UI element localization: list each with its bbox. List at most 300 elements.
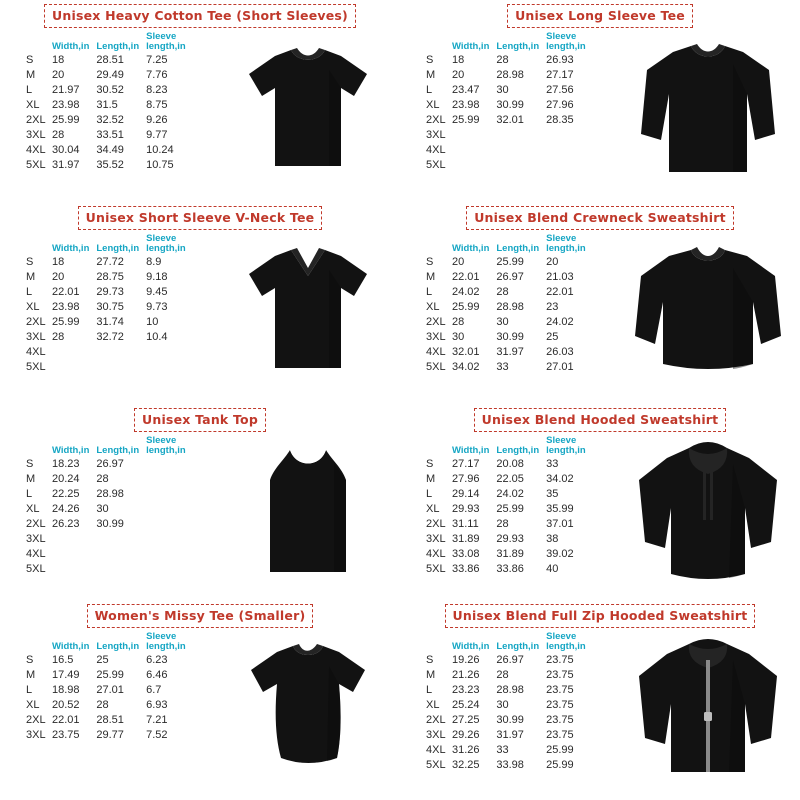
garment-illustration [221,434,394,584]
cell-length [496,158,546,173]
cell-size: XL [26,98,40,111]
garment-image [629,232,787,382]
cell-sleeve: 23.75 [546,668,574,681]
cell-sleeve: 37.01 [546,518,574,530]
cell-size: XL [26,502,40,515]
cell-length: 31.5 [96,98,118,111]
size-column-header [426,32,452,53]
cell-width: 16.5 [52,653,74,666]
table-row [26,330,221,345]
cell-width: 23.75 [52,729,80,742]
cell-width: 21.97 [52,83,80,96]
cell-sleeve [146,487,221,502]
table-header-row [426,436,621,457]
table-row [426,502,621,517]
garment-illustration [621,232,794,382]
cell-width: 24.02 [452,285,480,298]
panel-title-wrap [6,604,394,630]
cell-sleeve: 9.26 [146,114,168,126]
cell-width: 23.98 [452,98,480,111]
table-row [26,285,221,300]
cell-length [496,143,546,158]
cell-length: 33.98 [496,759,524,772]
panel-body [6,630,394,772]
size-column-header [26,234,52,255]
cell-sleeve: 24.02 [546,316,574,328]
table-row [426,285,621,300]
garment-image [233,30,383,180]
cell-length: 29.49 [96,68,124,81]
size-table-area [406,232,621,375]
table-row [426,728,621,743]
cell-size: 4XL [426,744,446,757]
cell-width: 18.98 [52,683,80,696]
cell-size: 3XL [426,729,446,742]
panel-title-wrap [406,4,794,30]
cell-sleeve: 35 [546,487,559,500]
garment-image [233,630,383,772]
cell-width [452,158,496,173]
cell-sleeve: 8.75 [146,98,168,111]
cell-sleeve: 7.52 [146,729,168,742]
cell-width: 22.01 [52,285,80,298]
table-row [26,68,221,83]
panel-body [6,30,394,180]
column-header: Width,in [452,444,490,456]
cell-sleeve: 35.99 [546,502,574,515]
cell-sleeve: 7.25 [146,53,168,66]
cell-size: L [426,285,433,298]
column-header: Length,in [496,444,540,456]
cell-size: 4XL [426,144,446,157]
cell-length [96,547,146,562]
size-table-area [6,434,221,577]
size-table [426,436,621,577]
column-header: Length,in [496,242,540,254]
garment-illustration [621,630,794,782]
table-header-row [426,234,621,255]
cell-length: 33.51 [96,129,124,142]
table-row [26,53,221,68]
cell-width: 25.99 [452,114,480,126]
table-row [426,532,621,547]
cell-width: 33.86 [452,563,480,576]
cell-width: 27.96 [452,472,480,485]
cell-sleeve: 9.73 [146,300,168,313]
cell-width: 31.89 [452,533,480,546]
cell-size: 4XL [26,144,46,157]
cell-size: XL [426,98,440,111]
cell-length: 29.77 [96,729,124,742]
table-row [426,158,621,173]
cell-size: S [426,653,434,666]
garment-image [233,232,383,382]
table-row [426,330,621,345]
table-row [426,128,621,143]
table-row [26,315,221,330]
cell-length: 28.75 [96,270,124,283]
cell-length: 24.02 [496,487,524,500]
size-table-area [406,630,621,773]
cell-length: 28.51 [96,714,124,726]
table-row [26,270,221,285]
cell-length: 31.97 [496,346,524,359]
cell-sleeve: 21.03 [546,270,574,283]
size-panel-unisex-short-sleeve-v-neck-tee [0,202,400,404]
cell-size: L [426,487,433,500]
cell-length: 31.97 [496,729,524,742]
cell-size: 2XL [426,714,446,726]
cell-sleeve: 23.75 [546,729,574,742]
garment-image [633,30,783,180]
cell-sleeve: 10 [146,316,159,328]
cell-length: 32.72 [96,331,124,344]
cell-length: 30.99 [496,98,524,111]
cell-length: 31.74 [96,316,124,328]
table-row [426,113,621,128]
cell-sleeve: 23.75 [546,698,574,711]
table-row [426,653,621,668]
column-header: Length,in [96,640,140,652]
cell-size: S [26,255,34,268]
cell-width: 18 [452,53,465,66]
cell-width: 29.93 [452,502,480,515]
cell-length [496,128,546,143]
cell-sleeve [146,360,221,375]
cell-size: L [26,487,33,500]
cell-sleeve: 10.4 [146,331,168,344]
cell-length: 30 [496,316,509,328]
garment-illustration [221,30,394,180]
cell-size: M [26,270,36,283]
cell-size: S [26,457,34,470]
table-row [26,360,221,375]
cell-sleeve: 6.7 [146,683,162,696]
cell-sleeve: 23 [546,300,559,313]
cell-length: 22.05 [496,472,524,485]
column-header: Length,in [496,640,540,652]
cell-sleeve: 6.93 [146,698,168,711]
cell-length: 20.08 [496,457,524,470]
table-row [26,698,221,713]
cell-size: 3XL [26,129,46,142]
cell-size: 5XL [426,159,446,172]
cell-size: 4XL [26,346,46,359]
cell-width [52,345,96,360]
table-row [426,345,621,360]
table-row [426,315,621,330]
cell-size: 4XL [426,548,446,561]
cell-length [96,345,146,360]
cell-width: 27.25 [452,714,480,726]
cell-size: L [26,83,33,96]
size-column-header [26,32,52,53]
table-row [26,547,221,562]
cell-sleeve: 10.24 [146,144,174,157]
cell-width: 19.26 [452,653,480,666]
cell-sleeve: 27.96 [546,98,574,111]
cell-length [96,562,146,577]
cell-length: 29.73 [96,285,124,298]
column-header: Sleeve length,in [546,631,586,652]
column-header: Sleeve length,in [146,233,186,254]
cell-width [52,562,96,577]
cell-sleeve [546,143,621,158]
cell-sleeve: 9.45 [146,285,168,298]
cell-size: 4XL [426,346,446,359]
cell-sleeve: 6.23 [146,653,168,666]
cell-length: 32.52 [96,114,124,126]
cell-size: 2XL [26,316,46,328]
cell-sleeve: 38 [546,533,559,546]
table-row [426,83,621,98]
panel-title: Unisex Short Sleeve V-Neck Tee [78,206,323,230]
panel-body [406,30,794,180]
cell-sleeve: 8.23 [146,83,168,96]
cell-size: M [26,668,36,681]
panel-body [406,630,794,782]
table-row [26,143,221,158]
size-table-area [406,434,621,577]
table-row [26,487,221,502]
size-table [426,234,621,375]
size-panel-unisex-long-sleeve-tee [400,0,800,202]
column-header: Sleeve length,in [546,233,586,254]
cell-width: 18 [52,255,65,268]
table-row [426,98,621,113]
cell-length: 30 [496,698,509,711]
size-column-header [26,632,52,653]
cell-width [452,128,496,143]
column-header: Width,in [452,40,490,52]
size-table-area [406,30,621,173]
panel-title: Unisex Long Sleeve Tee [507,4,693,28]
table-row [26,300,221,315]
cell-sleeve [546,128,621,143]
garment-image [629,434,787,586]
size-panel-unisex-heavy-cotton-tee [0,0,400,202]
table-row [426,143,621,158]
size-table-area [6,630,221,743]
cell-width [452,143,496,158]
cell-sleeve: 22.01 [546,285,574,298]
size-table-area [6,232,221,375]
cell-length: 25.99 [96,668,124,681]
table-row [26,683,221,698]
cell-size: 2XL [26,114,46,126]
cell-width [52,360,96,375]
cell-size: 5XL [26,361,46,374]
cell-width: 17.49 [52,668,80,681]
panel-body [406,434,794,586]
table-row [26,517,221,532]
table-row [26,83,221,98]
cell-size: S [26,53,34,66]
table-row [426,300,621,315]
cell-width: 25.99 [452,300,480,313]
size-table-area [6,30,221,173]
cell-size: 5XL [426,361,446,374]
cell-length: 27.72 [96,255,124,268]
cell-width: 23.47 [452,83,480,96]
table-row [426,53,621,68]
cell-sleeve: 33 [546,457,559,470]
cell-width: 31.11 [452,518,479,530]
cell-size: 3XL [426,331,446,344]
panel-title: Unisex Heavy Cotton Tee (Short Sleeves) [44,4,356,28]
cell-size: M [26,472,36,485]
table-row [426,547,621,562]
cell-size: XL [26,698,40,711]
column-header: Sleeve length,in [146,435,186,456]
cell-length: 28 [496,518,509,530]
cell-sleeve: 25.99 [546,759,574,772]
table-row [26,713,221,728]
cell-width: 20 [52,270,65,283]
cell-sleeve: 23.75 [546,683,574,696]
garment-illustration [621,434,794,586]
cell-length: 32.01 [496,114,524,126]
column-header: Width,in [452,242,490,254]
table-row [426,713,621,728]
size-panel-unisex-blend-full-zip-hooded-sweatshirt [400,600,800,800]
cell-sleeve [146,547,221,562]
size-column-header [26,436,52,457]
cell-sleeve: 27.17 [546,68,574,81]
panel-title-wrap [406,206,794,232]
cell-sleeve: 6.46 [146,668,168,681]
cell-sleeve: 23.75 [546,714,574,726]
cell-sleeve: 9.77 [146,129,168,142]
cell-length: 25.99 [496,502,524,515]
table-header-row [26,234,221,255]
cell-width: 18 [52,53,65,66]
size-panel-unisex-tank-top [0,404,400,600]
table-row [26,653,221,668]
cell-size: S [426,457,434,470]
cell-size: S [26,653,34,666]
table-row [426,68,621,83]
cell-width: 32.01 [452,346,480,359]
table-row [26,457,221,472]
cell-size: 5XL [26,563,46,576]
cell-length: 29.93 [496,533,524,546]
panel-title: Unisex Blend Crewneck Sweatshirt [466,206,734,230]
cell-width: 28 [52,331,65,344]
cell-size: L [26,285,33,298]
size-table [426,32,621,173]
cell-size: M [426,68,436,81]
cell-length: 28 [496,53,509,66]
cell-size: S [426,53,434,66]
column-header: Width,in [52,444,90,456]
cell-sleeve: 23.75 [546,653,574,666]
table-row [26,502,221,517]
table-row [426,255,621,270]
cell-length: 28 [496,285,509,298]
cell-size: M [26,68,36,81]
cell-length: 30 [496,83,509,96]
cell-width: 23.23 [452,683,480,696]
cell-size: L [426,83,433,96]
cell-length: 34.49 [96,144,124,157]
cell-length: 28 [96,472,109,485]
column-header: Width,in [452,640,490,652]
cell-sleeve [146,562,221,577]
cell-length: 33.86 [496,563,524,576]
panel-body [6,232,394,382]
cell-sleeve: 26.03 [546,346,574,359]
cell-width: 25.99 [52,316,80,328]
cell-length: 26.97 [496,270,524,283]
cell-length: 25 [96,653,109,666]
cell-length [96,532,146,547]
cell-size: 3XL [426,533,446,546]
cell-sleeve [146,502,221,517]
size-column-header [426,632,452,653]
cell-width: 30.04 [52,144,80,157]
cell-size: 3XL [26,729,46,742]
table-row [26,158,221,173]
cell-length: 35.52 [96,159,124,172]
cell-sleeve [146,345,221,360]
size-table [26,436,221,577]
cell-width: 21.26 [452,668,480,681]
size-table [26,234,221,375]
table-header-row [26,32,221,53]
column-header: Width,in [52,640,90,652]
panel-title-wrap [6,4,394,30]
cell-sleeve: 7.21 [146,714,168,726]
column-header: Width,in [52,242,90,254]
cell-size: L [426,683,433,696]
cell-sleeve: 25.99 [546,744,574,757]
table-row [26,113,221,128]
cell-length: 28.98 [96,487,124,500]
cell-sleeve: 39.02 [546,548,574,561]
cell-sleeve: 27.56 [546,83,574,96]
cell-sleeve [146,517,221,532]
cell-sleeve: 9.18 [146,270,168,283]
column-header: Sleeve length,in [546,435,586,456]
cell-length: 33 [496,744,509,757]
cell-size: 5XL [426,563,446,576]
panel-title-wrap [406,604,794,630]
cell-length: 28.98 [496,683,524,696]
size-table [26,32,221,173]
table-row [426,668,621,683]
table-row [426,270,621,285]
cell-sleeve [146,457,221,472]
table-header-row [26,632,221,653]
column-header: Sleeve length,in [146,31,186,52]
panel-body [6,434,394,584]
cell-size: XL [426,698,440,711]
cell-length: 30.52 [96,83,124,96]
table-row [26,472,221,487]
cell-sleeve: 27.01 [546,361,574,374]
column-header: Length,in [496,40,540,52]
panel-title: Women's Missy Tee (Smaller) [87,604,314,628]
table-row [26,668,221,683]
table-row [426,758,621,773]
cell-sleeve: 20 [546,255,559,268]
cell-length: 25.99 [496,255,524,268]
table-row [26,255,221,270]
cell-size: S [426,255,434,268]
size-table [426,632,621,773]
table-row [26,532,221,547]
